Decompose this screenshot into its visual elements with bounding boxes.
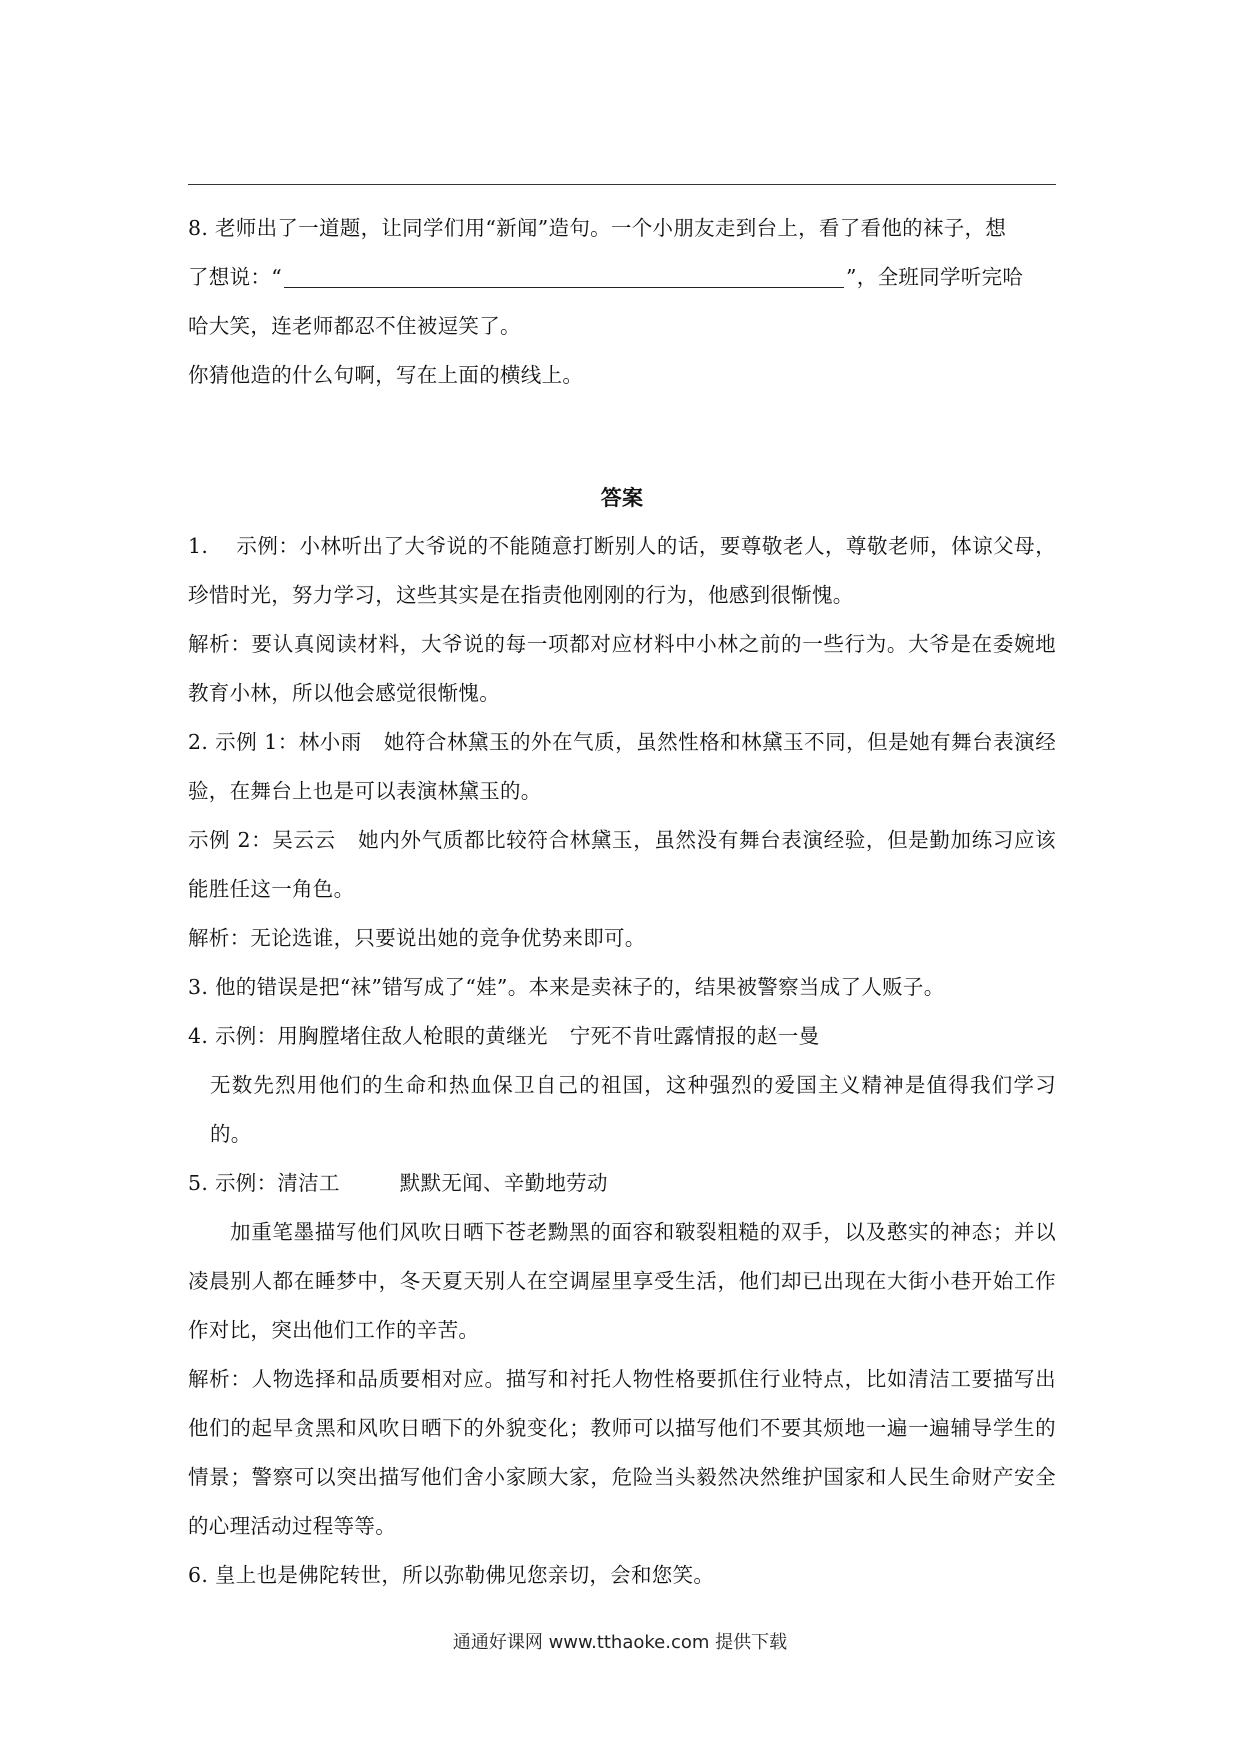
answer-2-example-2 bbox=[188, 816, 1056, 914]
page-footer: 通通好课网 www.tthaoke.com 提供下载 bbox=[452, 1632, 788, 1653]
answer-1-text: 示例：小林听出了大爷说的不能随意打断别人的话，要尊敬老人，尊敬老师，体谅父母，珍惜时光，努力学习，这些其实是在指责他刚刚的行为，他感到很惭愧。 bbox=[188, 534, 1056, 607]
answer-2-example-1-name: 2. 示例 1：林小雨 bbox=[188, 730, 362, 754]
top-divider bbox=[188, 184, 1056, 185]
answer-1-number: 1. bbox=[188, 534, 209, 558]
answer-3: 3. 他的错误是把“袜”错写成了“娃”。本来是卖袜子的，结果被警察当成了人贩子。 bbox=[188, 975, 945, 999]
answer-2-example-2-name: 示例 2：吴云云 bbox=[188, 828, 336, 852]
answer-6: 6. 皇上也是佛陀转世，所以弥勒佛见您亲切，会和您笑。 bbox=[188, 1563, 715, 1587]
answer-5-example bbox=[188, 1159, 1056, 1208]
answer-2-example-2-text: 她内外气质都比较符合林黛玉，虽然没有舞台表演经验，但是勤加练习应该能胜任这一角色。 bbox=[188, 828, 1056, 901]
answer-2-example-1-text: 她符合林黛玉的外在气质，虽然性格和林黛玉不同，但是她有舞台表演经验，在舞台上也是可以表演林黛玉的。 bbox=[188, 730, 1056, 803]
answer-2-example-1 bbox=[188, 718, 1056, 816]
answer-4-example-2: 宁死不肯吐露情报的赵一曼 bbox=[569, 1024, 820, 1048]
answer-2-analysis: 解析：无论选谁，只要说出她的竞争优势来即可。 bbox=[188, 926, 646, 950]
answer-5-text: 加重笔墨描写他们风吹日晒下苍老黝黑的面容和皲裂粗糙的双手，以及憨实的神态；并以凌晨别人都在睡梦中，冬天夏天别人在空调屋里享受生活，他们却已出现在大街小巷开始工作作对比，突出他们工作的辛苦。 bbox=[188, 1220, 1056, 1342]
question-8-line-4: 你猜他造的什么句啊，写在上面的横线上。 bbox=[188, 363, 584, 387]
answer-blank-line[interactable] bbox=[284, 259, 844, 288]
question-8 bbox=[188, 204, 1056, 400]
question-8-line-2 bbox=[188, 253, 1056, 302]
answer-4-examples bbox=[188, 1012, 1056, 1061]
answer-5-analysis: 解析：人物选择和品质要相对应。描写和衬托人物性格要抓住行业特点，比如清洁工要描写出他们的起早贪黑和风吹日晒下的外貌变化；教师可以描写他们不要其烦地一遍一遍辅导学生的情景；警察可以突出描写他们舍小家顾大家，危险当头毅然决然维护国家和人民生命财产安全的心理活动过程等等。 bbox=[188, 1367, 1056, 1538]
answer-section bbox=[188, 473, 1056, 1600]
question-8-line-2-prefix: 了想说：“ bbox=[188, 265, 282, 289]
document-body bbox=[188, 204, 1056, 1600]
question-8-line-1: 8. 老师出了一道题，让同学们用“新闻”造句。一个小朋友走到台上，看了看他的袜子，想 bbox=[188, 216, 1007, 240]
section-spacer bbox=[188, 400, 1056, 473]
question-8-line-3: 哈大笑，连老师都忍不住被逗笑了。 bbox=[188, 314, 521, 338]
question-8-line-2-suffix: ”，全班同学听完哈 bbox=[845, 265, 1024, 289]
answer-heading: 答案 bbox=[600, 485, 644, 510]
answer-5-job: 5. 示例：清洁工 bbox=[188, 1171, 340, 1195]
answer-5-quality: 默默无闻、辛勤地劳动 bbox=[399, 1171, 608, 1195]
answer-1 bbox=[188, 522, 1056, 620]
answer-4-text: 无数先烈用他们的生命和热血保卫自己的祖国，这种强烈的爱国主义精神是值得我们学习的。 bbox=[210, 1073, 1056, 1146]
answer-1-analysis: 解析：要认真阅读材料，大爷说的每一项都对应材料中小林之前的一些行为。大爷是在委婉地教育小林，所以他会感觉很惭愧。 bbox=[188, 632, 1056, 705]
answer-4-example-1: 4. 示例：用胸膛堵住敌人枪眼的黄继光 bbox=[188, 1024, 548, 1048]
